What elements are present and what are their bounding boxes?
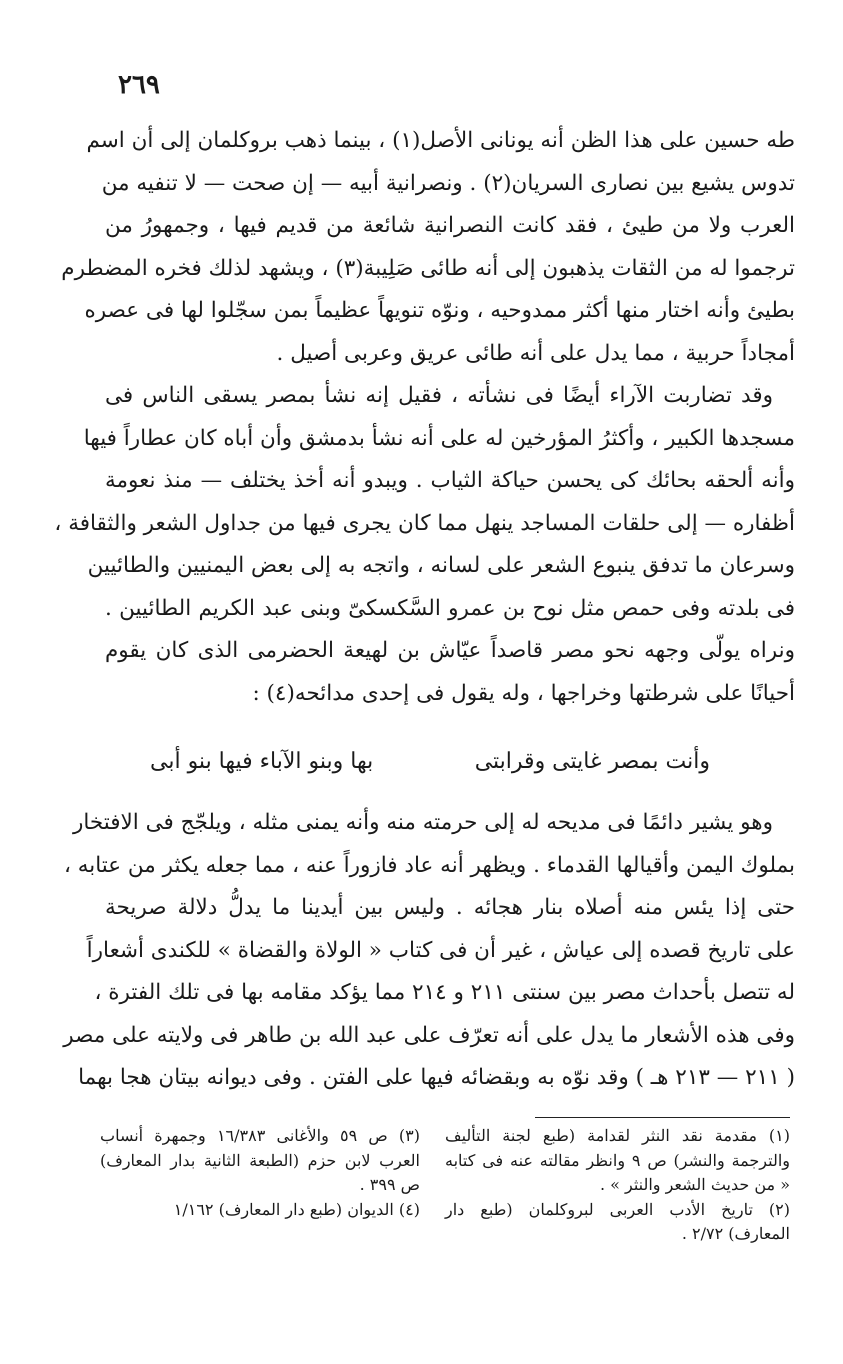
text-line: فى بلدته وفى حمص مثل نوح بن عمرو السَّكسكىّ وبنى عبد الكريم الطائيين . bbox=[105, 595, 795, 621]
text-line: أحيانًا على شرطتها وخراجها ، وله يقول فى إحدى مدائحه(٤) : bbox=[252, 680, 795, 706]
footnote-3: (٣) ص ٥٩ والأغانى ١٦/٣٨٣ وجمهرة أنساب العرب لابن حزم (الطبعة الثانية بدار المعارف) ص ٣٩٩ . bbox=[100, 1126, 420, 1194]
text-line: حتى إذا يئس منه أصلاه بنار هجائه . وليس بين أيدينا ما يدلُّ دلالة صريحة bbox=[105, 895, 795, 920]
text-line: العرب ولا من طيئ ، فقد كانت النصرانية شائعة من قديم فيها ، وجمهورُ من bbox=[105, 213, 795, 238]
paragraph-1-and-2 bbox=[54, 120, 795, 715]
text-line: طه حسين على هذا الظن أنه يونانى الأصل(١) ، بينما ذهب بروكلمان إلى أن اسم bbox=[86, 128, 795, 153]
text-line: أمجاداً حربية ، مما يدل على أنه طائى عريق وعربى أصيل . bbox=[276, 340, 795, 366]
text-line: وأنه ألحقه بحائك كى يحسن حياكة الثياب . ويبدو أنه أخذ يختلف — منذ نعومة bbox=[105, 468, 795, 493]
verse-first-hemistich: وأنت بمصر غايتى وقرابتى bbox=[474, 749, 710, 774]
footnote-1: (١) مقدمة نقد النثر لقدامة (طبع لجنة التأليف والترجمة والنشر) ص ٩ وانظر مقالته عنه فى كتابه « من حديث الشعر والنثر » . bbox=[445, 1126, 790, 1194]
text-line: بملوك اليمن وأقيالها القدماء . ويظهر أنه عاد فازوراً عنه ، مما جعله يكثر من عتابه ، bbox=[63, 852, 795, 878]
text-line: وسرعان ما تدفق ينبوع الشعر على لسانه ، واتجه به إلى بعض اليمنيين والطائيين bbox=[87, 553, 795, 578]
paragraph-3 bbox=[63, 802, 795, 1100]
footnotes-right-column bbox=[445, 1124, 790, 1247]
text-line: ( ٢١١ — ٢١٣ هـ ) وقد نوّه به وبقضائه فيها على الفتن . وفى ديوانه بيتان هجا بهما bbox=[78, 1065, 795, 1090]
text-line: تدوس يشيع بين نصارى السريان(٢) . ونصرانية أبيه — إن صحت — لا تنفيه من bbox=[101, 170, 795, 196]
footnote-2: (٢) تاريخ الأدب العربى لبروكلمان (طبع دار المعارف) ٢/٧٢ . bbox=[445, 1199, 790, 1243]
poetry-verse bbox=[150, 740, 710, 784]
text-line: ترجموا له من الثقات يذهبون إلى أنه طائى صَلِيبة(٣) ، ويشهد لذلك فخره المضطرم bbox=[61, 255, 795, 281]
text-line: له تتصل بأحداث مصر بين سنتى ٢١١ و ٢١٤ مما يؤكد مقامه بها فى تلك الفترة ، bbox=[94, 980, 795, 1005]
text-line: وهو يشير دائمًا فى مديحه له إلى حرمته منه وأنه يمنى مثله ، ويلجّج فى الافتخار bbox=[72, 810, 773, 835]
footnotes-left-column bbox=[100, 1124, 420, 1222]
verse-second-hemistich: بها وبنو الآباء فيها بنو أبى bbox=[150, 749, 374, 774]
text-line: مسجدها الكبير ، وأكثرُ المؤرخين له على أنه نشأ بدمشق وأن أباه كان عطاراً فيها bbox=[83, 425, 795, 451]
text-line: ونراه يولّى وجهه نحو مصر قاصداً عيّاش بن لهيعة الحضرمى الذى كان يقوم bbox=[105, 638, 795, 663]
text-line: أظفاره — إلى حلقات المساجد ينهل مما كان يجرى فيها من جداول الشعر والثقافة ، bbox=[54, 510, 795, 536]
text-line: بطيئ وأنه اختار منها أكثر ممدوحيه ، ونوّه تنويهاً عظيماً بمن سجّلوا لها فى عصره bbox=[84, 298, 795, 323]
text-line: على تاريخ قصده إلى عياش ، غير أن فى كتاب « الولاة والقضاة » للكندى أشعاراً bbox=[86, 937, 795, 963]
footnote-divider bbox=[535, 1117, 790, 1118]
text-line: وقد تضاربت الآراء أيضًا فى نشأته ، فقيل إنه نشأ بمصر يسقى الناس فى bbox=[105, 383, 773, 408]
page-number: ٢٦٩ bbox=[118, 70, 160, 100]
footnote-4: (٤) الديوان (طبع دار المعارف) ١/١٦٢ bbox=[173, 1199, 420, 1219]
text-line: وفى هذه الأشعار ما يدل على أنه تعرّف على عبد الله بن طاهر فى ولايته على مصر bbox=[63, 1022, 795, 1048]
